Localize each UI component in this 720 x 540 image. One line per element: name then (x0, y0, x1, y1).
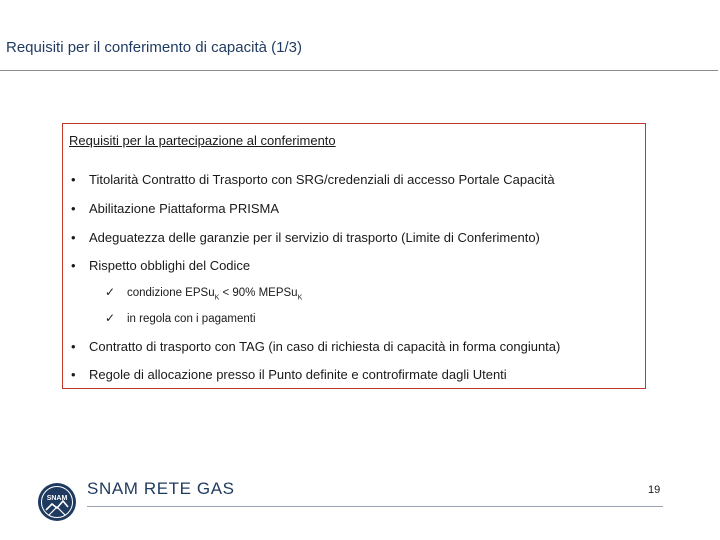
list-item-text: Abilitazione Piattaforma PRISMA (89, 201, 280, 216)
list-item (71, 201, 279, 216)
title-divider (0, 70, 718, 71)
list-item-text: Regole di allocazione presso il Punto definite e controfirmate dagli Utenti (89, 367, 507, 382)
logo-text: SNAM (46, 495, 68, 502)
bullet-icon: • (71, 230, 76, 245)
list-item (71, 258, 250, 273)
bullet-icon: • (71, 339, 76, 354)
checkmark-icon: ✓ (105, 311, 116, 325)
list-item (71, 230, 540, 245)
list-item (71, 367, 507, 382)
list-item-text: Titolarità Contratto di Trasporto con SRG/credenziali di accesso Portale Capacità (89, 172, 555, 187)
list-item (71, 339, 560, 354)
page-title: Requisiti per il conferimento di capacità (1/3) (6, 39, 302, 56)
footer-divider (87, 506, 663, 507)
sub-list-item (105, 311, 256, 325)
list-item (71, 172, 555, 187)
requirements-box (62, 123, 646, 389)
list-item-text: Contratto di trasporto con TAG (in caso di richiesta di capacità in forma congiunta) (89, 339, 561, 354)
list-item-text: Rispetto obblighi del Codice (89, 258, 251, 273)
bullet-icon: • (71, 201, 76, 216)
checkmark-icon: ✓ (105, 285, 116, 299)
condition-text: condizione EPSu$_K$ < 90% MEPSu$_K$ (127, 287, 303, 302)
snam-logo-icon (37, 482, 77, 522)
brand-name: SNAM RETE GAS (87, 479, 235, 498)
bullet-icon: • (71, 258, 76, 273)
payments-text: in regola con i pagamenti (127, 313, 256, 325)
list-item-text: Adeguatezza delle garanzie per il servizio di trasporto (Limite di Conferimento) (89, 230, 540, 245)
requirements-heading: Requisiti per la partecipazione al conferimento (69, 133, 336, 148)
sub-list-item (105, 285, 302, 301)
bullet-icon: • (71, 172, 76, 187)
page-number: 19 (648, 484, 661, 496)
bullet-icon: • (71, 367, 76, 382)
